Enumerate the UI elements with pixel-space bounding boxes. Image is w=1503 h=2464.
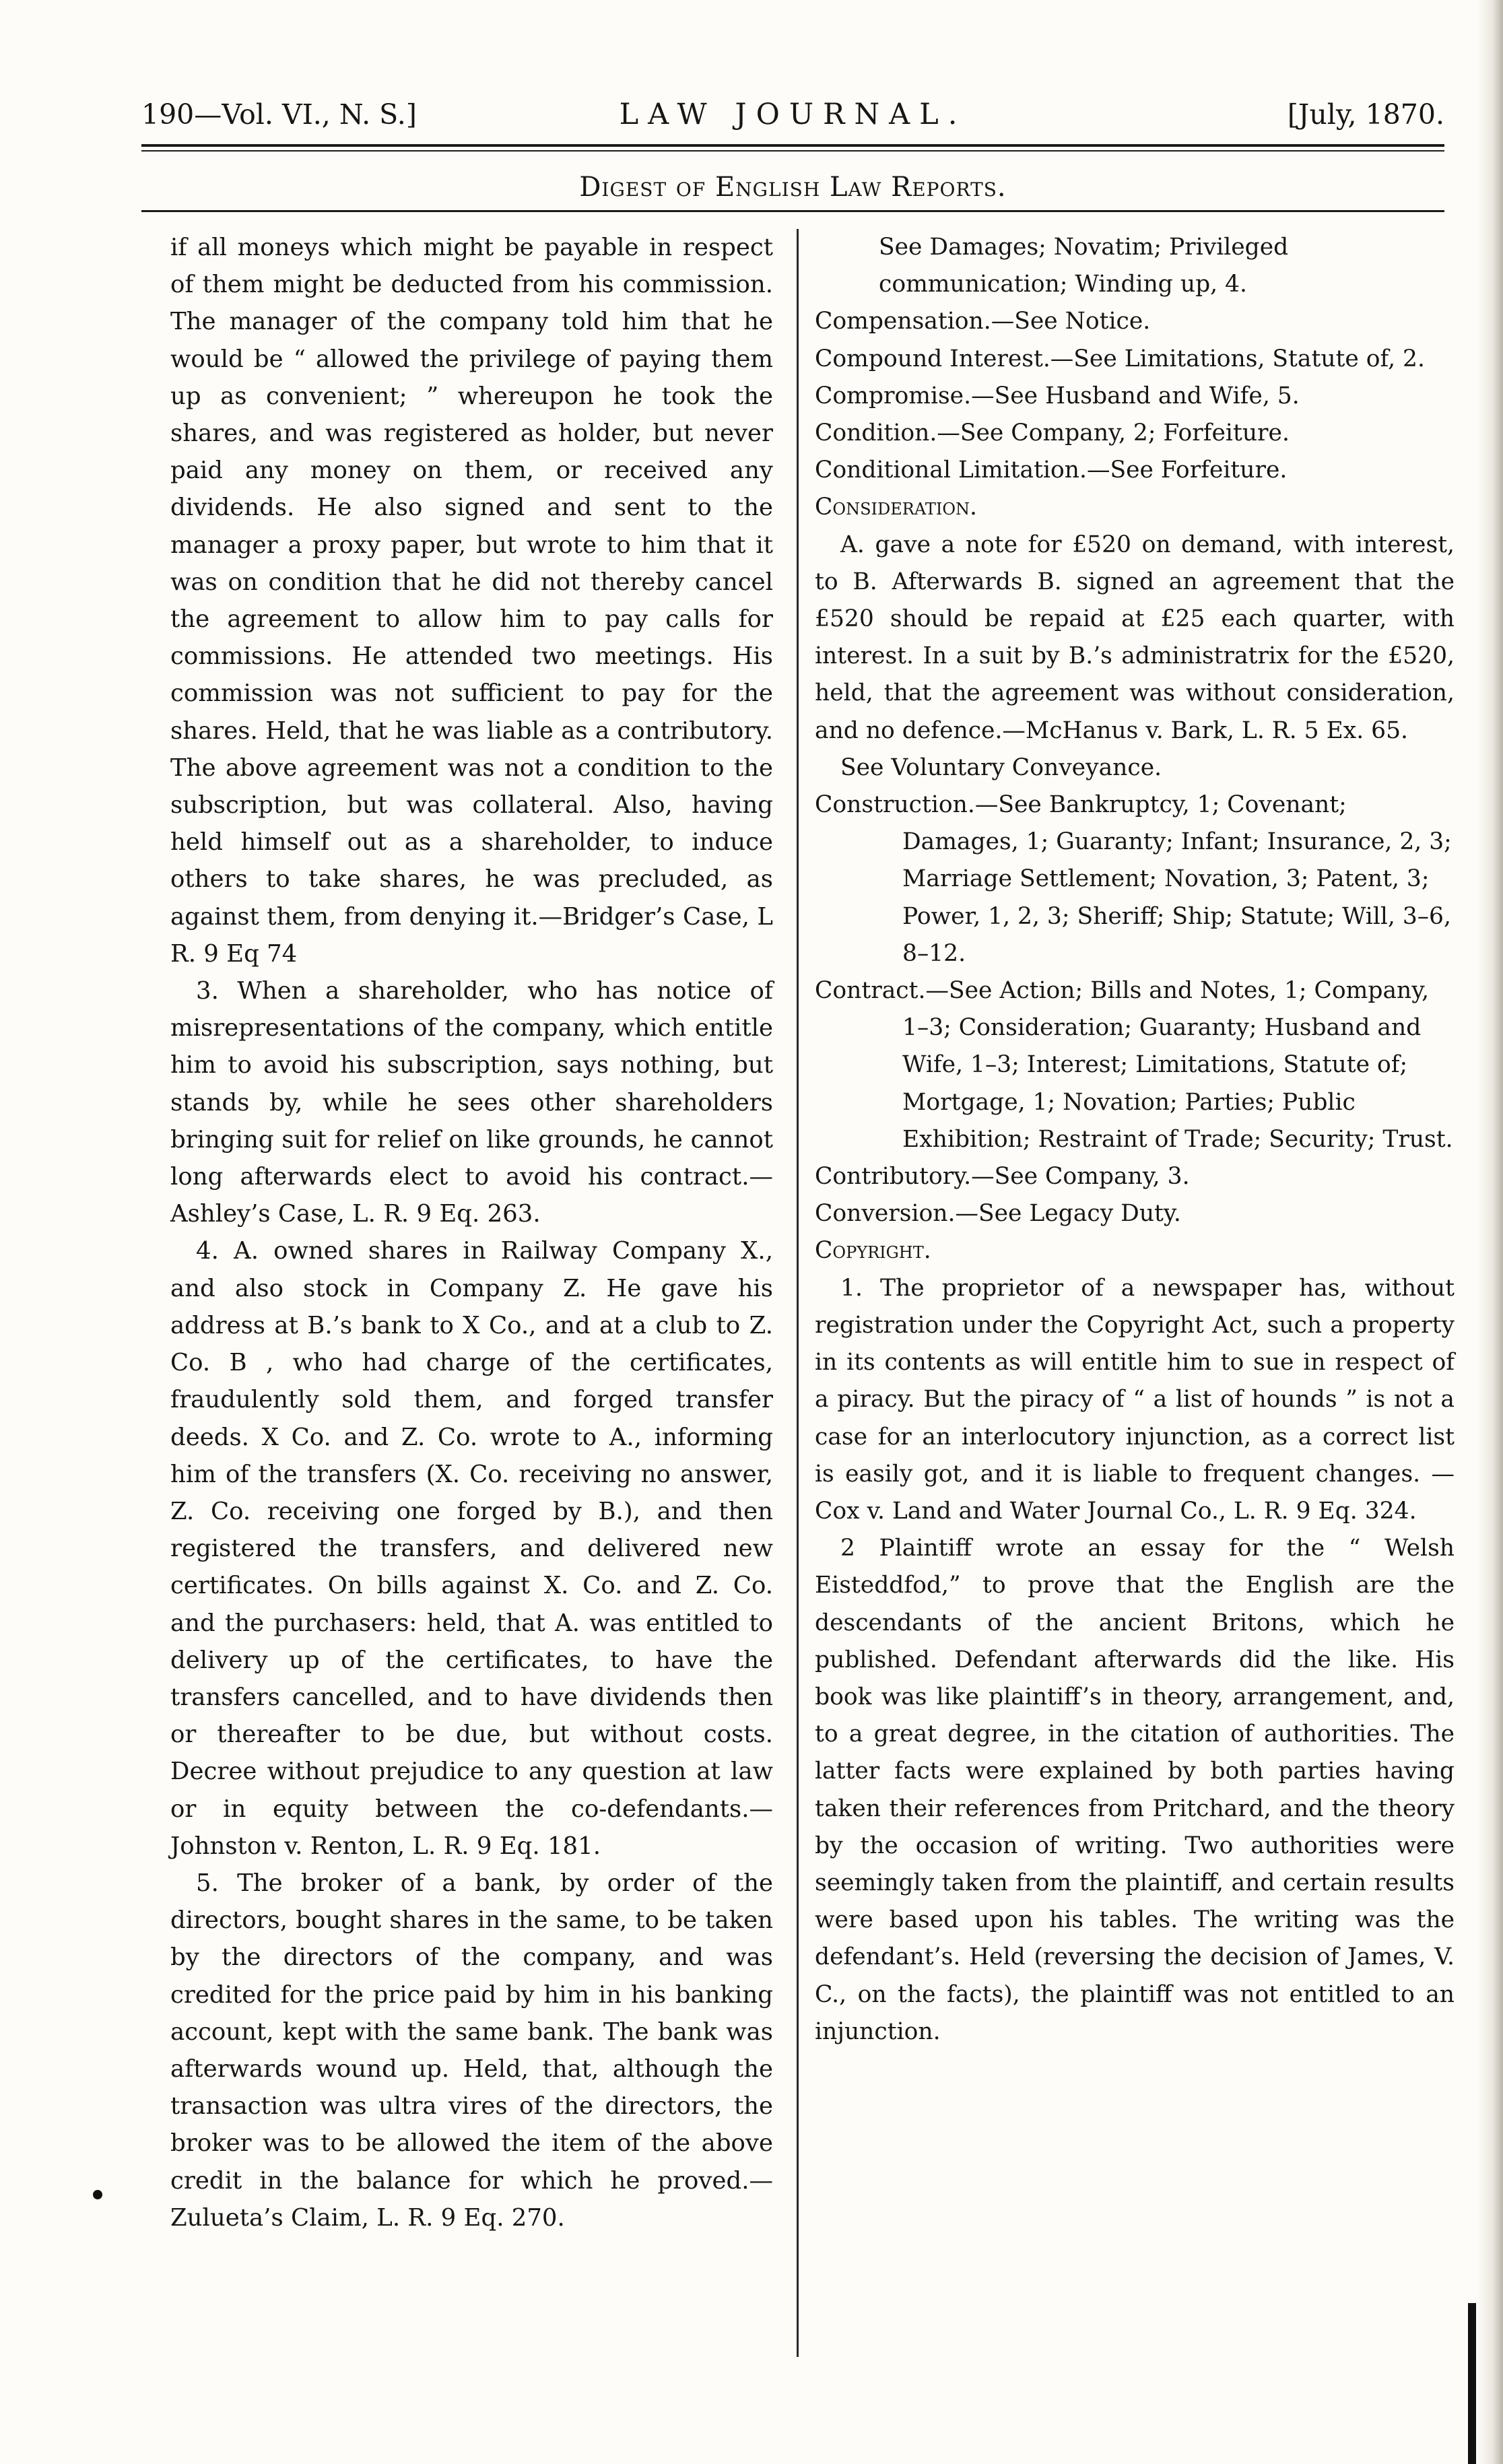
- entry-compromise: Compromise.—See Husband and Wife, 5.: [815, 382, 1300, 409]
- left-column: [170, 229, 773, 2236]
- heading-consideration: Consideration.: [815, 494, 977, 521]
- paragraph-company-continued: if all moneys which might be payable in respect of them might be deducted from his commission. The manager of the company told him that he would be “ allowed the privilege of paying them up as convenient; ” whereupon he took the shares, and was registered as holder, but never paid any money on them, or received any dividends. He also signed and sent to the manager a proxy paper, but wrote to him that it was on condition that he did not thereby cancel the agreement to allow him to pay calls for commissions. He attended two meetings. His commission was not sufficient to pay for the shares. Held, that he was liable as a contributory. The above agreement was not a condition to the subscription, but was collateral. Also, having held himself out as a shareholder, to induce others to take shares, he was precluded, as against them, from denying it.—Bridger’s Case, L R. 9 Eq 74: [170, 234, 773, 968]
- entry-construction: Construction.—See Bankruptcy, 1; Covenant; Damages, 1; Guaranty; Infant; Insurance, 2, 3; Marriage Settlement; Novation, 3; Patent, 3; Power, 1, 2, 3; Sheriff; Ship; Statute; Will, 3–6, 8–12.: [815, 791, 1452, 967]
- entry-contract: Contract.—See Action; Bills and Notes, 1; Company, 1–3; Consideration; Guaranty; Husband and Wife, 1–3; Interest; Limitations, Statute of; Mortgage, 1; Novation; Parties; Public Exhibition; Restraint of Trade; Security; Trust.: [815, 977, 1453, 1153]
- entry-see-damages: See Damages; Novatim; Privileged communication; Winding up, 4.: [879, 234, 1289, 298]
- header-rule-thin: [141, 150, 1444, 152]
- header-volume-info: 190—Vol. VI., N. S.]: [141, 98, 417, 131]
- running-header: [141, 94, 1444, 135]
- ink-mark: [93, 2190, 102, 2199]
- paragraph-company-5: 5. The broker of a bank, by order of the directors, bought shares in the same, to be taken by the directors of the company, and was credited for the price paid by him in his banking account, kept with the same bank. The bank was afterwards wound up. Held, that, although the transaction was ultra vires of the directors, the broker was to be allowed the item of the above credit in the balance for which he proved.—Zulueta’s Claim, L. R. 9 Eq. 270.: [170, 1869, 773, 2232]
- header-rule-thick: [141, 144, 1444, 147]
- binding-edge: [1468, 2303, 1476, 2464]
- paragraph-company-4: 4. A. owned shares in Railway Company X., and also stock in Company Z. He gave his address at B.’s bank to X Co., and at a club to Z. Co. B , who had charge of the certificates, fraudulently sold them, and forged transfer deeds. X Co. and Z. Co. wrote to A., informing him of the transfers (X. Co. receiving no answer, Z. Co. receiving one forged by B.), and then registered the transfers, and delivered new certificates. On bills against X. Co. and Z. Co. and the purchasers: held, that A. was entitled to delivery up of the certificates, to have the transfers cancelled, and to have dividends then or thereafter to be due, but without costs. Decree without prejudice to any question at law or in equity between the co-defendants.—Johnston v. Renton, L. R. 9 Eq. 181.: [170, 1237, 773, 1860]
- column-divider: [797, 229, 799, 2357]
- entry-conditional-limitation: Conditional Limitation.—See Forfeiture.: [815, 457, 1288, 484]
- entry-see-voluntary-conveyance: See Voluntary Conveyance.: [840, 754, 1162, 781]
- section-rule: [141, 210, 1444, 212]
- heading-copyright: Copyright.: [815, 1237, 931, 1265]
- paragraph-copyright-2: 2 Plaintiff wrote an essay for the “ Welsh Eisteddfod,” to prove that the English are the descendants of the ancient Britons, which he published. Defendant afterwards did the like. His book was like plaintiff’s in theory, arrangement, and, to a great degree, in the citation of authorities. The latter facts were explained by both parties having taken their references from Pritchard, and the theory by the occasion of writing. Two authorities were seemingly taken from the plaintiff, and certain results were based upon his tables. The writing was the defendant’s. Held (reversing the decision of James, V. C., on the facts), the plaintiff was not entitled to an injunction.: [815, 1535, 1455, 2045]
- paragraph-copyright-1: 1. The proprietor of a newspaper has, without registration under the Copyright Act, such a property in its contents as will entitle him to sue in respect of a piracy. But the piracy of “ a list of hounds ” is not a case for an interlocutory injunction, as a correct list is easily got, and it is liable to frequent changes. —Cox v. Land and Water Journal Co., L. R. 9 Eq. 324.: [815, 1274, 1455, 1525]
- paragraph-consideration: A. gave a note for £520 on demand, with interest, to B. Afterwards B. signed an agreement that the £520 should be repaid at £25 each quarter, with interest. In a suit by B.’s administratrix for the £520, held, that the agreement was without consideration, and no defence.—McHanus v. Bark, L. R. 5 Ex. 65.: [815, 531, 1455, 744]
- entry-compensation: Compensation.—See Notice.: [815, 308, 1151, 335]
- entry-condition: Condition.—See Company, 2; Forfeiture.: [815, 420, 1290, 447]
- page-edge-shadow: [1477, 0, 1503, 2464]
- entry-compound-interest: Compound Interest.—See Limitations, Statute of, 2.: [815, 345, 1425, 372]
- paragraph-company-3: 3. When a shareholder, who has notice of misrepresentations of the company, which entitle him to avoid his subscription, says nothing, but stands by, while he sees other shareholders bringing suit for relief on like grounds, he cannot long afterwards elect to avoid his contract.—Ashley’s Case, L. R. 9 Eq. 263.: [170, 977, 773, 1228]
- section-title: Digest of English Law Reports.: [579, 172, 1007, 203]
- header-date: [July, 1870.: [1287, 98, 1444, 131]
- header-journal-title: LAW JOURNAL.: [619, 98, 967, 131]
- entry-contributory: Contributory.—See Company, 3.: [815, 1163, 1190, 1191]
- right-column: [815, 229, 1455, 2051]
- entry-conversion: Conversion.—See Legacy Duty.: [815, 1200, 1181, 1228]
